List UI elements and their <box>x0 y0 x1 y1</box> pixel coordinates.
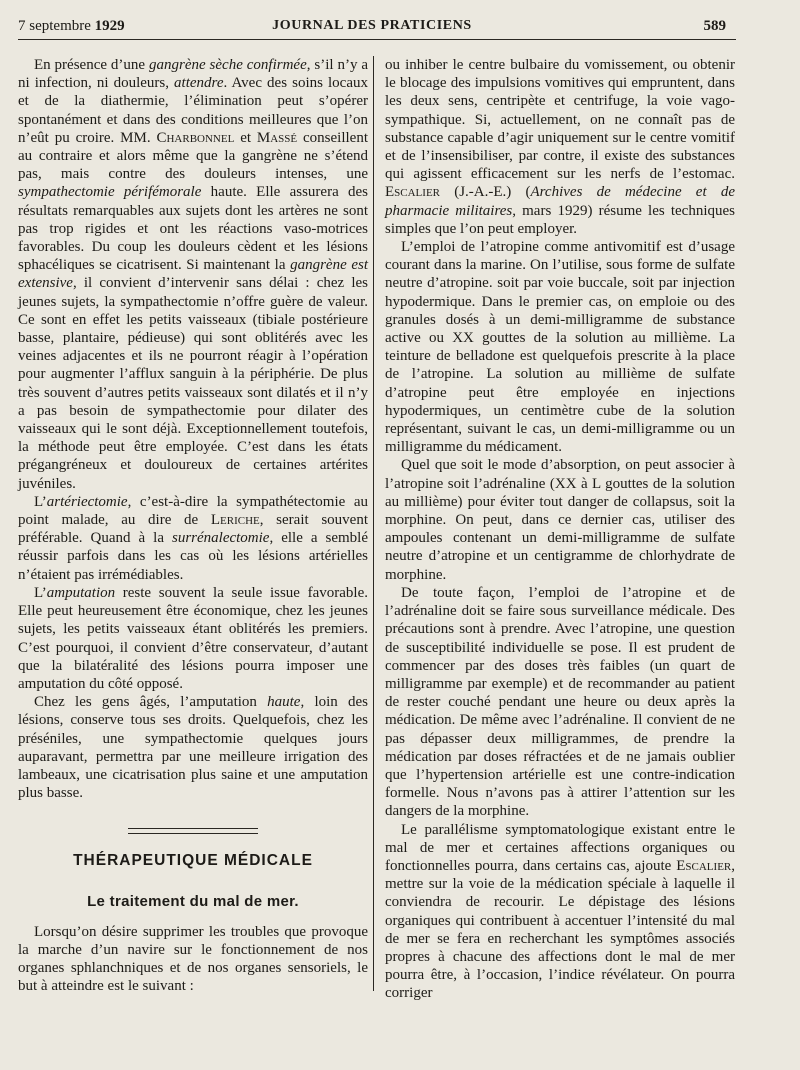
text-run: L’ <box>34 584 47 601</box>
text-run: haute <box>267 694 301 711</box>
journal-title: JOURNAL DES PRATICIENS <box>272 18 472 33</box>
cited-journal: Archives de médecine et de pharmacie militaires <box>385 184 736 219</box>
section-title: THÉRAPEUTIQUE MÉDICALE <box>73 852 313 870</box>
paragraph <box>18 493 368 584</box>
text-run: , elle a semblé réussir parfois dans les cas où les lésions artérielles n’étaient pas irrémédiables. <box>18 530 368 583</box>
text-run: Chez les gens âgés, l’amputation <box>34 694 268 711</box>
author-name: Escalier <box>676 857 732 874</box>
paragraph <box>18 584 368 693</box>
text-run: gangrène est extensive <box>18 257 368 292</box>
text-run: , il convient d’intervenir sans délai : chez les jeunes sujets, la sympathectomie n’offre guère de valeur. Ce sont en effet les petits vaisseaux (tibiale postérieure basse, plantaire, pédieuse) qui sont oblitérés avec les veines adjacentes et ils ne pourront réagir à l’opération pour augmenter l’afflux sanguin à la périphérie. De plus très souvent d’autres petits vaisseaux sont dilatés et il n’y a pas besoin de sympathectomie pour dilater des vaisseaux qui le sont déjà. Exceptionnellement toutefois, la méthode peut être employée. C’est dans les états prégangréneux et douloureux de certaines artérites juvéniles. <box>18 275 368 492</box>
text-run: artériectomie <box>46 493 128 510</box>
paragraph <box>18 56 368 493</box>
text-run: reste souvent la seule issue favorable. Elle peut heureusement être économique, chez les jeunes sujets, les petits vaisseaux étant oblitérés les premiers. C’est pourquoi, il convient d’être conservateur, d’autant que la bilatéralité des lésions pourra imposer une amputation du côté opposé. <box>18 584 368 692</box>
author-name: Escalier <box>385 184 440 201</box>
text-run: En présence d’une <box>34 57 149 73</box>
page-number: 589 <box>703 18 726 34</box>
page-header <box>18 12 726 34</box>
left-column <box>18 56 368 996</box>
author-name: Leriche <box>210 512 260 529</box>
text-run: (J.-A.-E.) ( <box>440 184 531 201</box>
text-run: Le parallélisme symptomatologique existant entre le mal de mer et certaines affections organiques ou fonctionnelles pourra, dans certains cas, ajoute <box>385 821 735 874</box>
text-run: . Avec des soins locaux et de la diathermie, l’élimination peut s’opérer spontanément et dans des conditions meilleures que l’on n’eût pu croire. MM. <box>18 75 368 146</box>
author-name: Massé <box>256 129 298 146</box>
text-run: surrénalectomie <box>171 530 270 547</box>
text-run: L’ <box>34 493 47 510</box>
paragraph <box>18 693 368 802</box>
text-run: , serait souvent préférable. Quand à la <box>18 512 368 547</box>
issue-year: 1929 <box>94 18 125 34</box>
text-run: , mettre sur la voie de la médication spéciale à laquelle il conviendra de recourir. Le dépistage des lésions organiques qui contribuent à accentuer l’intensité du mal de mer se fera en recherchant les symptômes associés propres à chacune des affections dont le mal de mer pourra être, à l’occasion, l’indice révélateur. On pourra corriger <box>385 857 735 1002</box>
text-run: , s’il n’y a ni infection, ni douleurs, <box>18 57 368 92</box>
text-run: haute. Elle assurera des résultats remarquables aux sujets dont les artères ne sont pas trop rigides et ont les réactions vaso-motrices favorables. Du coup les douleurs cèdent et les lésions sphacéliques se cicatrisent. Si maintenant la <box>18 184 368 274</box>
paragraph <box>385 56 735 238</box>
text-run: gangrène sèche confirmée <box>148 57 307 73</box>
text-run: amputation <box>46 584 116 601</box>
paragraph: Lorsqu’on désire supprimer les troubles que provoque la marche d’un navire sur le fonctionnement de nos organes sphlanchniques et de nos organes sensoriels, le but à atteindre est le suivant : <box>18 923 368 995</box>
paragraph: Quel que soit le mode d’absorption, on peut associer à l’atropine soit l’adrénaline (XX à L gouttes de la solution au millième) pour éviter tout danger de collapsus, soit la morphine. On peut, dans ce dernier cas, utiliser des ampoules contenant un demi-milligramme de sulfate neutre d’atropine et un centigramme de chlorhydrate de morphine. <box>385 457 735 583</box>
section-separator <box>128 828 258 834</box>
text-run: et <box>234 129 257 146</box>
text-run: sympathectomie périfémorale <box>18 184 202 201</box>
paragraph: De toute façon, l’emploi de l’atropine et de l’adrénaline doit se faire sous surveillance médicale. Des précautions sont à prendre. Avec l’atropine, une question de susceptibilité individuelle se pose. Il est prudent de commencer par des doses très faibles (un quart de milligramme par exemple) et de recommander au patient de rester couché pendant une heure ou deux après la médication. De même avec l’adrénaline. Il convient de ne pas dépasser deux milligrammes, de prendre la médication par doses réfractées et de ne jamais oublier que l’hypertension artérielle est une contre-indication formelle. Nous n’avons pas à attirer l’attention sur les dangers de la morphine. <box>385 584 735 820</box>
issue-day-month: 7 septembre <box>18 18 91 34</box>
text-run: , loin des lésions, conserve tous ses droits. Quelquefois, chez les préséniles, une sympathectomie quelques jours auparavant, permettra par une meilleure irrigation des lambeaux, une cicatrisation plus saine et une amputation plus basse. <box>18 694 368 802</box>
author-name: Charbonnel <box>156 129 235 146</box>
right-column <box>385 56 735 1003</box>
text-run: , mars 1929) résume les techniques simples que l’on peut employer. <box>385 202 735 237</box>
text-run: , c’est-à-dire la sympathétectomie au point malade, au dire de <box>18 493 368 529</box>
article-title: Le traitement du mal de mer. <box>87 892 299 910</box>
paragraph <box>385 821 735 1003</box>
header-rule <box>18 39 736 40</box>
text-run: ou inhiber le centre bulbaire du vomissement, ou obtenir le blocage des impulsions vomitives qui empruntent, dans les deux sens, centripète et centrifuge, la voie vago-sympathique. Si, actuellement, on ne connaît pas de substance capable d’agir uniquement sur le centre vomitif et de l’insensibiliser, par contre, il existe des substances qui agissent efficacement sur les nerfs de l’estomac. <box>385 57 735 183</box>
text-run: attendre <box>174 75 224 92</box>
text-run: conseillent au contraire et alors même que la gangrène ne s’étend pas, mais contre des douleurs intenses, une <box>18 129 368 183</box>
paragraph: L’emploi de l’atropine comme antivomitif est d’usage courant dans la marine. On l’utilise, sous forme de sulfate neutre d’atropine. soit par voie buccale, soit par injection hypodermique. Dans le premier cas, on emploie ou des granules dosés à un demi-milligramme de substance active ou XX gouttes de la solution au millième. La teinture de belladone est quelquefois prescrite à la place de l’atropine. La solution au millième de sulfate d’atropine peut être employée en injections hypodermiques, un centimètre cube de la solution représentant, suivant le cas, un demi-milligramme ou un milligramme du médicament. <box>385 239 735 456</box>
column-divider <box>373 56 374 991</box>
